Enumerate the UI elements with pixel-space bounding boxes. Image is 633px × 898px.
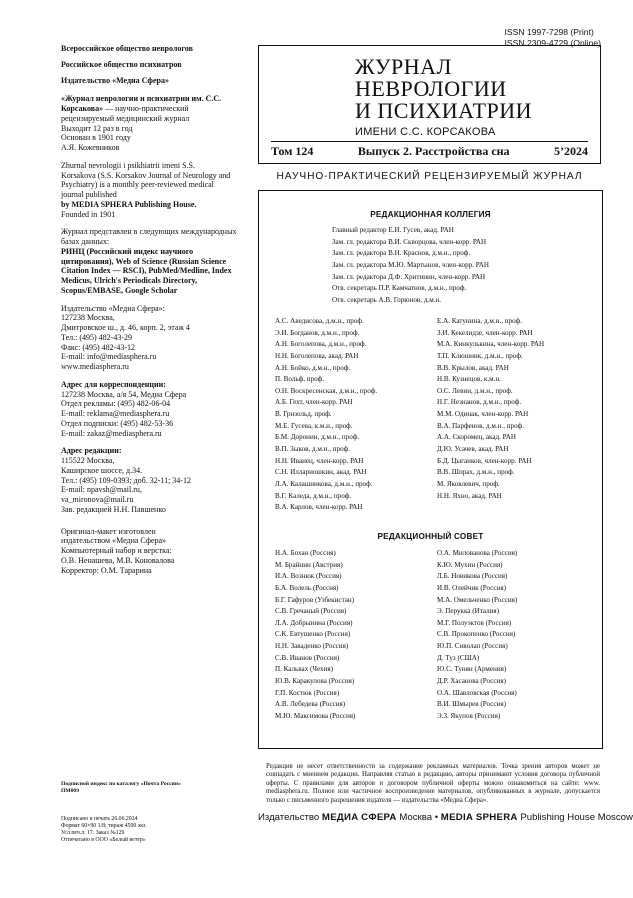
council-member: Л.Б. Новикова (Россия) — [437, 572, 508, 581]
board-member: С.Н. Иллариошкин, акад. РАН — [275, 468, 367, 477]
journal-en-description: Zhurnal nevrologii i psikhiatrii imeni S.S. Korsakova (S.S. Korsakov Journal of Neurology and Psychiatry) is a monthly peer-reviewed medical journal published — [61, 160, 231, 199]
print-sheets: Усл.печ.л. 17. Заказ №129 — [61, 830, 125, 837]
masthead-title-line2: НЕВРОЛОГИИ — [355, 76, 507, 101]
editorial-address-line1: 115522 Москва, — [61, 456, 115, 465]
board-member: О.С. Левин, д.м.н., проф. — [437, 386, 513, 395]
editorial-leaders — [332, 225, 489, 306]
board-member: М.Е. Гусева, к.м.н., проф. — [275, 421, 353, 430]
footer-sep: • — [434, 812, 439, 823]
publisher-address2: Дмитровское ш., д. 46, корп. 2, этаж 4 — [61, 323, 190, 332]
editorial-tel: Тел.: (495) 109-0393; доб. 32-11; 34-12 — [61, 475, 191, 485]
publisher-fax: Факс: (495) 482-43-12 — [61, 342, 135, 352]
issue-row — [271, 144, 588, 159]
subs-email[interactable]: E-mail: zakaz@mediasphera.ru — [61, 428, 162, 438]
editorial-leader: Главный редактор Е.И. Гусев, акад. РАН — [332, 226, 454, 234]
print-format: Формат 60×90 1/8; тираж 4500 экз. — [61, 823, 147, 830]
disclaimer: Редакция не несет ответственности за содержание рекламных материалов. Точка зрения авторов может не совпадать с мнением редакции. Направляя статью в редакцию, авторы принимают условия договора публичной оферты. С правилами для авторов и договором публичной оферты можно ознакомиться на сайте: www. mediasphera.ru. Полное или частичное воспроизведение материалов, опубликованных в журнале, допускается только с письменного разрешения издателя — издательства «Медиа Сфера». — [266, 763, 600, 804]
journal-en-founded: Founded in 1901 — [61, 209, 116, 219]
council-member: М.Г. Полуэктов (Россия) — [437, 618, 512, 627]
board-member: А.А. Скоромец, акад. РАН — [437, 433, 516, 442]
council-member: В.И. Шмырев (Россия) — [437, 700, 506, 709]
board-member: А.Б. Гехт, член-корр. РАН — [275, 398, 353, 407]
council-member: Ю.П. Сиволап (Россия) — [437, 642, 508, 651]
subscription-catalog: Подписной индекс по каталогу «Почта России» — [61, 781, 181, 787]
issue-title: Выпуск 2. Расстройства сна — [357, 144, 510, 158]
footer-w4: Москва — [399, 812, 433, 823]
publisher-address1: 127238 Москва, — [61, 313, 115, 323]
board-member: А.Н. Боголепова, д.м.н., проф. — [275, 340, 367, 349]
subscription-index: ПМ009 — [61, 787, 80, 794]
masthead-subtitle: ИМЕНИ С.С. КОРСАКОВА — [355, 126, 496, 138]
council-member: И.А. Вознюк (Россия) — [275, 572, 342, 581]
board-member: А.Н. Бойко, д.м.н., проф. — [275, 363, 351, 372]
production-line2: издательством «Медиа Сфера» — [61, 536, 167, 546]
council-member: О.А. Шавловская (Россия) — [437, 688, 517, 697]
journal-desc-text: — научно-практический рецензируемый медицинский журнал — [61, 104, 190, 123]
editorial-box — [258, 190, 603, 749]
publisher-email[interactable]: E-mail: info@mediasphera.ru — [61, 352, 157, 362]
issn-print: ISSN 1997-7298 (Print) — [504, 27, 594, 37]
publisher-name: Издательство «Медиа Сфера»: — [61, 303, 165, 313]
left-column — [61, 44, 241, 583]
footer-w2: МЕДИА — [321, 812, 359, 823]
printer: Отпечатано в ООО «Белый ветер» — [61, 837, 146, 844]
editorial-board-right — [437, 316, 544, 502]
board-member: В.П. Зыков, д.м.н., проф. — [275, 445, 351, 454]
journal-founder: А.Я. Кожевников — [61, 143, 120, 152]
editorial-board-title: РЕДАКЦИОННАЯ КОЛЛЕГИЯ — [370, 210, 491, 219]
journal-frequency: Выходит 12 раз в год — [61, 123, 133, 133]
org-neurologists: Всероссийское общество неврологов — [61, 44, 193, 53]
editorial-council-title: РЕДАКЦИОННЫЙ СОВЕТ — [377, 532, 484, 541]
correspondence-title: Адрес для корреспонденции: — [61, 379, 166, 389]
footer-w1: Издательство — [258, 812, 320, 823]
print-date: Подписано в печать 26.06.2024 — [61, 816, 138, 822]
ads-tel: Отдел рекламы: (495) 482-06-04 — [61, 399, 171, 409]
production-line1: Оригинал-макет изготовлен — [61, 526, 156, 536]
council-member: Ю.В. Каракулова (Россия) — [275, 677, 355, 686]
council-member: Н.Н. Заваденко (Россия) — [275, 642, 349, 651]
council-member: Б.А. Волель (Россия) — [275, 583, 339, 592]
council-member: Д. Туз (США) — [437, 653, 480, 662]
issn-online: ISSN 2309-4729 (Online) — [504, 37, 601, 48]
board-member: Д.Ю. Усачев, акад. РАН — [437, 445, 509, 454]
masthead-divider — [271, 141, 588, 142]
board-member: В.А. Парфенов, д.м.н., проф. — [437, 421, 524, 430]
editorial-leader: Отв. секретарь П.Р. Камчатнов, д.м.н., проф. — [332, 284, 467, 293]
council-member: О.А. Милованова (Россия) — [437, 549, 518, 557]
council-member: Э. Перукка (Италия) — [437, 607, 500, 616]
board-member: Л.А. Калашникова, д.м.н., проф. — [275, 479, 373, 488]
editorial-leader: Зам. гл. редактора В.И. Скворцова, член-корр. РАН — [332, 237, 487, 246]
board-member: Э.И. Богданов, д.м.н., проф. — [275, 328, 360, 337]
board-member: Н.Н. Яхно, акад. РАН — [437, 491, 502, 500]
board-member: М.М. Одинак, член-корр. РАН — [437, 410, 529, 419]
masthead-title-line3: И ПСИХИАТРИИ — [355, 98, 533, 123]
editorial-leader: Зам. гл. редактора В.Н. Краснов, д.м.н., проф. — [332, 249, 471, 258]
org-publisher: Издательство «Медиа Сфера» — [61, 75, 169, 85]
issue-number: 5’2024 — [553, 144, 588, 158]
editorial-leader: Зам. гл. редактора М.Ю. Мартынов, член-корр. РАН — [332, 260, 490, 269]
subscription-block — [61, 781, 181, 795]
editorial-address-title: Адрес редакции: — [61, 446, 122, 456]
council-member: Г.П. Костюк (Россия) — [275, 688, 340, 697]
indexes-intro: Журнал представлен в следующих международных базах данных: — [61, 227, 237, 246]
editorial-leader: Зам. гл. редактора Д.Ф. Хритинин, член-корр. РАН — [332, 272, 486, 281]
council-member: С.В. Гречаный (Россия) — [275, 607, 347, 616]
masthead-title — [355, 56, 532, 122]
council-member: М. Брайнин (Австрия) — [275, 560, 343, 569]
journal-description — [61, 94, 223, 123]
board-member: Н.Н. Иванец, член-корр. РАН — [275, 456, 364, 465]
production-line4: О.В. Ненашева, М.В. Коновалова — [61, 555, 175, 565]
board-member: Н.В. Кузнецов, к.м.н. — [437, 375, 501, 384]
ads-email[interactable]: E-mail: reklama@mediasphera.ru — [61, 409, 170, 418]
indexes-list: РИНЦ (Российский индекс научного цитирования), Web of Science (Russian Science Citation Index — RSCI), PubMed/Medline, Index Medicus, Ulrich's Periodicals Directory, Scopus/EMBASE, Google Scholar — [61, 246, 232, 295]
board-member: В.А. Карлов, член-корр. РАН — [275, 503, 363, 512]
journal-en-publisher: by MEDIA SPHERA Publishing House. — [61, 199, 197, 209]
board-member: М.А. Кинкулькина, член-корр. РАН — [437, 340, 545, 349]
subs-tel: Отдел подписки: (495) 482-53-36 — [61, 418, 174, 428]
council-member: Д.Р. Хасанова (Россия) — [437, 677, 506, 686]
council-member: М.А. Омельченко (Россия) — [437, 595, 518, 604]
board-member: П. Вольф, проф. — [275, 375, 325, 384]
board-member: Т.П. Клюшник, д.м.н., проф. — [437, 351, 523, 360]
publisher-tel: Тел.: (495) 482-43-29 — [61, 332, 133, 342]
council-member: А.В. Лебедева (Россия) — [275, 700, 346, 709]
editorial-email2[interactable]: va_mironova@mail.ru — [61, 495, 134, 504]
footer — [258, 812, 633, 823]
board-member: М. Яковлевич, проф. — [437, 479, 500, 488]
board-member: Е.А. Катунина, д.м.н., проф. — [437, 317, 523, 325]
journal-founded: Основан в 1901 году — [61, 133, 131, 143]
board-member: В.В. Крылов, акад. РАН — [437, 363, 509, 372]
production-line5: Корректор: О.М. Тарарина — [61, 565, 152, 575]
volume: Том 124 — [271, 144, 314, 158]
board-member: В.В. Шпрах, д.м.н., проф. — [437, 468, 515, 477]
editorial-council-right — [437, 548, 517, 723]
editorial-head: Зав. редакцией Н.Н. Павшенко — [61, 504, 166, 514]
editorial-board-left — [275, 316, 377, 514]
journal-name: «Журнал неврологии и психиатрии им. С.С. Корсакова» — [61, 94, 222, 113]
council-member: Ю.С. Тунян (Армения) — [437, 665, 507, 674]
editorial-leader: Отв. секретарь А.В. Горюнов, д.м.н. — [332, 295, 442, 304]
council-member: Э.З. Якупов (Россия) — [437, 711, 501, 720]
board-member: З.И. Кекелидзе, член-корр. РАН — [437, 328, 533, 337]
footer-w5: MEDIA — [440, 812, 474, 823]
board-member: Н.Г. Незнанов, д.м.н., проф. — [437, 398, 522, 407]
footer-w7: Publishing — [520, 812, 565, 823]
editorial-council-left — [275, 548, 355, 723]
council-member: С.В. Иванов (Россия) — [275, 653, 340, 662]
footer-w8: House — [567, 812, 596, 823]
editorial-email1[interactable]: E-mail: npavsh@mail.ru, — [61, 485, 142, 495]
editorial-address-line2: Каширское шоссе, д.34. — [61, 465, 143, 475]
board-member: А.С. Аведисова, д.м.н., проф. — [275, 317, 364, 325]
council-member: Б.Г. Гафуров (Узбекистан) — [275, 595, 355, 604]
council-member: М.Ю. Максимова (Россия) — [275, 711, 356, 720]
council-member: С.К. Евтушенко (Россия) — [275, 630, 351, 639]
board-member: Б.Д. Цыганков, член-корр. РАН — [437, 456, 532, 465]
production-line3: Компьютерный набор и верстка: — [61, 546, 172, 555]
council-member: К.Ю. Мухин (Россия) — [437, 560, 503, 569]
council-member: С.В. Прокопенко (Россия) — [437, 630, 516, 639]
masthead — [258, 45, 601, 164]
masthead-title-line1: ЖУРНАЛ — [355, 54, 452, 79]
council-member: Л.А. Добрынина (Россия) — [275, 618, 353, 627]
footer-w3: СФЕРА — [361, 812, 397, 823]
council-member: П. Кальвах (Чехия) — [275, 665, 334, 674]
board-member: Б.М. Доронин, д.м.н., проф. — [275, 433, 360, 442]
org-psychiatrists: Российское общество психиатров — [61, 59, 182, 69]
correspondence-address: 127238 Москва, а/я 54, Медиа Сфера — [61, 389, 187, 399]
board-member: О.Н. Воскресенская, д.м.н., проф. — [275, 386, 378, 395]
tagline: НАУЧНО-ПРАКТИЧЕСКИЙ РЕЦЕНЗИРУЕМЫЙ ЖУРНАЛ — [276, 171, 583, 182]
council-member: И.В. Олейчик (Россия) — [437, 583, 506, 592]
council-member: Н.А. Бохан (Россия) — [275, 549, 336, 557]
print-info — [61, 816, 147, 844]
board-member: В.Г. Каледа, д.м.н., проф. — [275, 491, 352, 500]
board-member: Н.Н. Боголепова, акад. РАН — [275, 351, 359, 360]
board-member: В. Гризольд, проф. — [275, 410, 332, 419]
footer-w9: Moscow — [597, 812, 633, 823]
publisher-website[interactable]: www.mediasphera.ru — [61, 362, 129, 371]
footer-w6: SPHERA — [475, 812, 518, 823]
